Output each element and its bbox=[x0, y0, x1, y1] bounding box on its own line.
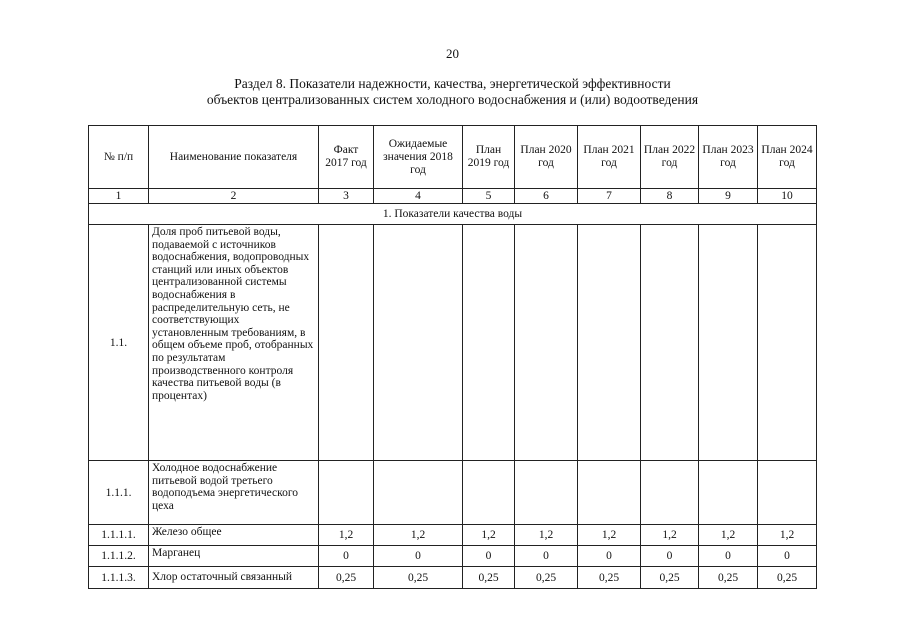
section-heading: 1. Показатели качества воды bbox=[89, 204, 817, 225]
value-cell: 0,25 bbox=[699, 567, 758, 589]
table-row bbox=[89, 225, 817, 461]
value-cell: 0 bbox=[319, 546, 374, 567]
header-cell: План 2021 год bbox=[578, 126, 641, 189]
value-cell: 0,25 bbox=[463, 567, 515, 589]
value-cell: 1,2 bbox=[758, 525, 817, 546]
value-cell: 1,2 bbox=[374, 525, 463, 546]
row-number: 1.1.1.2. bbox=[89, 546, 149, 567]
column-number: 5 bbox=[463, 189, 515, 204]
header-cell: Факт 2017 год bbox=[319, 126, 374, 189]
value-cell: 0,25 bbox=[641, 567, 699, 589]
table-row bbox=[89, 525, 817, 546]
value-cell bbox=[758, 461, 817, 525]
title-line-2: объектов централизованных систем холодного водоснабжения и (или) водоотведения bbox=[206, 92, 699, 107]
column-number: 2 bbox=[149, 189, 319, 204]
value-cell: 0,25 bbox=[758, 567, 817, 589]
column-number: 1 bbox=[89, 189, 149, 204]
value-cell: 1,2 bbox=[515, 525, 578, 546]
indicator-name: Хлор остаточный связанный bbox=[149, 567, 319, 589]
header-cell: План 2022 год bbox=[641, 126, 699, 189]
value-cell: 0 bbox=[641, 546, 699, 567]
value-cell bbox=[641, 461, 699, 525]
indicators-table bbox=[88, 125, 817, 589]
column-number: 3 bbox=[319, 189, 374, 204]
page-number: 20 bbox=[446, 46, 459, 61]
value-cell bbox=[319, 461, 374, 525]
title-line-1: Раздел 8. Показатели надежности, качества, энергетической эффективности bbox=[234, 76, 671, 91]
value-cell: 0,25 bbox=[319, 567, 374, 589]
value-cell bbox=[578, 461, 641, 525]
value-cell: 1,2 bbox=[699, 525, 758, 546]
column-number: 4 bbox=[374, 189, 463, 204]
value-cell bbox=[641, 225, 699, 461]
value-cell bbox=[515, 461, 578, 525]
value-cell: 0,25 bbox=[578, 567, 641, 589]
header-row bbox=[89, 126, 817, 189]
header-cell: № п/п bbox=[89, 126, 149, 189]
header-cell: Наименование показателя bbox=[149, 126, 319, 189]
value-cell: 0 bbox=[578, 546, 641, 567]
value-cell: 1,2 bbox=[463, 525, 515, 546]
table-row bbox=[89, 567, 817, 589]
value-cell: 0 bbox=[699, 546, 758, 567]
value-cell bbox=[374, 225, 463, 461]
value-cell bbox=[463, 461, 515, 525]
header-cell: Ожидаемые значения 2018 год bbox=[374, 126, 463, 189]
row-number: 1.1.1.1. bbox=[89, 525, 149, 546]
column-number: 9 bbox=[699, 189, 758, 204]
value-cell: 0 bbox=[463, 546, 515, 567]
value-cell bbox=[699, 461, 758, 525]
table-row bbox=[89, 546, 817, 567]
row-number: 1.1.1. bbox=[89, 461, 149, 525]
row-number: 1.1.1.3. bbox=[89, 567, 149, 589]
column-number: 10 bbox=[758, 189, 817, 204]
value-cell: 1,2 bbox=[578, 525, 641, 546]
value-cell: 1,2 bbox=[641, 525, 699, 546]
section-title bbox=[0, 76, 905, 108]
indicator-name: Марганец bbox=[149, 546, 319, 567]
header-cell: План 2024 год bbox=[758, 126, 817, 189]
header-cell: План 2023 год bbox=[699, 126, 758, 189]
value-cell bbox=[699, 225, 758, 461]
section-row bbox=[89, 204, 817, 225]
value-cell bbox=[463, 225, 515, 461]
value-cell: 0,25 bbox=[515, 567, 578, 589]
value-cell: 0 bbox=[515, 546, 578, 567]
column-number: 6 bbox=[515, 189, 578, 204]
header-cell: План 2020 год bbox=[515, 126, 578, 189]
value-cell: 0 bbox=[758, 546, 817, 567]
indicator-name: Холодное водоснабжение питьевой водой третьего водоподъема энергетического цеха bbox=[149, 461, 319, 525]
value-cell: 1,2 bbox=[319, 525, 374, 546]
value-cell bbox=[578, 225, 641, 461]
column-number-row bbox=[89, 189, 817, 204]
value-cell: 0,25 bbox=[374, 567, 463, 589]
column-number: 7 bbox=[578, 189, 641, 204]
table-row bbox=[89, 461, 817, 525]
indicator-name: Железо общее bbox=[149, 525, 319, 546]
value-cell bbox=[319, 225, 374, 461]
row-number: 1.1. bbox=[89, 225, 149, 461]
value-cell bbox=[374, 461, 463, 525]
value-cell bbox=[515, 225, 578, 461]
value-cell bbox=[758, 225, 817, 461]
indicator-name: Доля проб питьевой воды, подаваемой с источников водоснабжения, водопроводных станций или иных объектов централизованной системы водоснабжения в распределительную сеть, не соответствующих установленным требованиям, в общем объеме проб, отобранных по результатам производственного контроля качества питьевой воды (в процентах) bbox=[149, 225, 319, 461]
column-number: 8 bbox=[641, 189, 699, 204]
value-cell: 0 bbox=[374, 546, 463, 567]
header-cell: План 2019 год bbox=[463, 126, 515, 189]
